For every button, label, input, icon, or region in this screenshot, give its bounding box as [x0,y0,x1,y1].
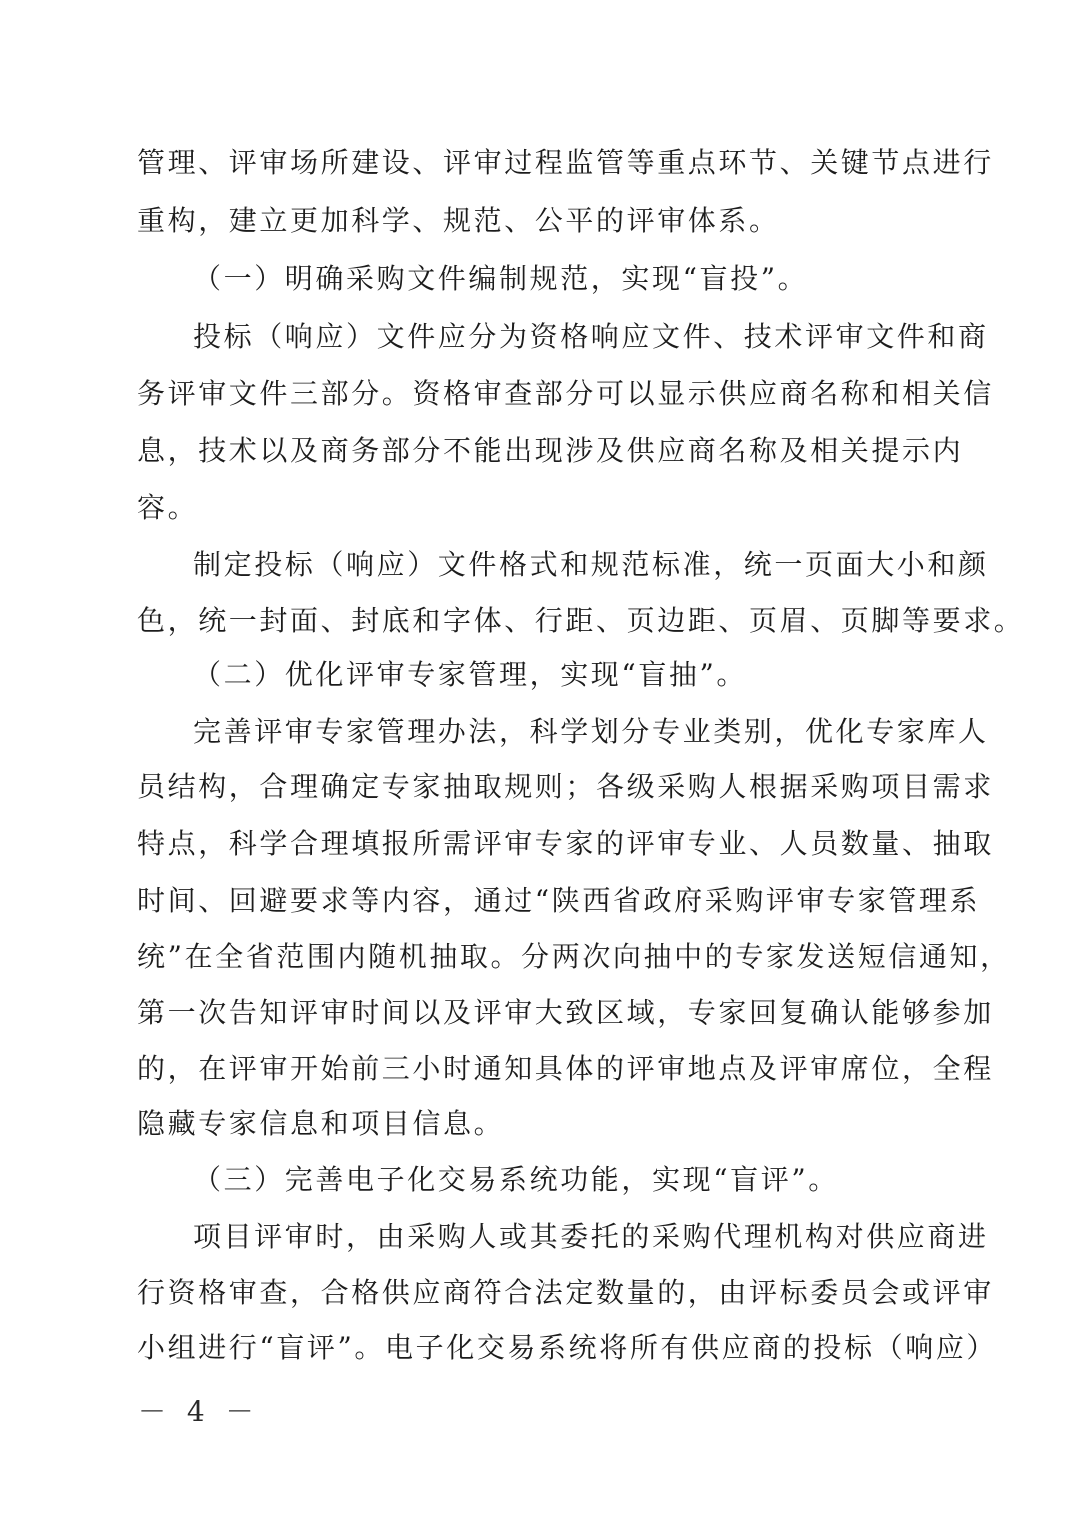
body-text-line: 容。 [137,491,199,524]
body-text-line: 项目评审时，由采购人或其委托的采购代理机构对供应商进 [193,1220,989,1253]
body-text-line: 投标（响应）文件应分为资格响应文件、技术评审文件和商 [193,320,989,353]
section-heading-1: （一）明确采购文件编制规范，实现“盲投”。 [193,262,809,295]
section-heading-3: （三）完善电子化交易系统功能，实现“盲评”。 [193,1163,839,1196]
body-text-line: 务评审文件三部分。资格审查部分可以显示供应商名称和相关信 [137,377,994,410]
body-text-line: 统”在全省范围内随机抽取。分两次向抽中的专家发送短信通知， [137,940,1011,973]
body-text-line: 制定投标（响应）文件格式和规范标准，统一页面大小和颜 [193,548,989,581]
section-heading-2: （二）优化评审专家管理，实现“盲抽”。 [193,658,748,691]
body-text-line: 时间、回避要求等内容，通过“陕西省政府采购评审专家管理系 [137,884,981,917]
body-text-line: 重构，建立更加科学、规范、公平的评审体系。 [137,204,780,237]
body-text-line: 完善评审专家管理办法，科学划分专业类别，优化专家库人 [193,715,989,748]
body-text-line: 的，在评审开始前三小时通知具体的评审地点及评审席位，全程 [137,1052,994,1085]
page-number: － 4 － [138,1395,260,1428]
body-text-line: 员结构，合理确定专家抽取规则；各级采购人根据采购项目需求 [137,770,994,803]
body-text-line: 第一次告知评审时间以及评审大致区域，专家回复确认能够参加 [137,996,994,1029]
body-text-line: 小组进行“盲评”。电子化交易系统将所有供应商的投标（响应） [137,1331,998,1364]
body-text-line: 管理、评审场所建设、评审过程监管等重点环节、关键节点进行 [137,146,994,179]
body-text-line: 行资格审查，合格供应商符合法定数量的，由评标委员会或评审 [137,1276,994,1309]
body-text-line: 息，技术以及商务部分不能出现涉及供应商名称及相关提示内 [137,434,964,467]
body-text-line: 隐藏专家信息和项目信息。 [137,1107,505,1140]
body-text-line: 色，统一封面、封底和字体、行距、页边距、页眉、页脚等要求。 [137,604,1025,637]
body-text-line: 特点，科学合理填报所需评审专家的评审专业、人员数量、抽取 [137,827,994,860]
